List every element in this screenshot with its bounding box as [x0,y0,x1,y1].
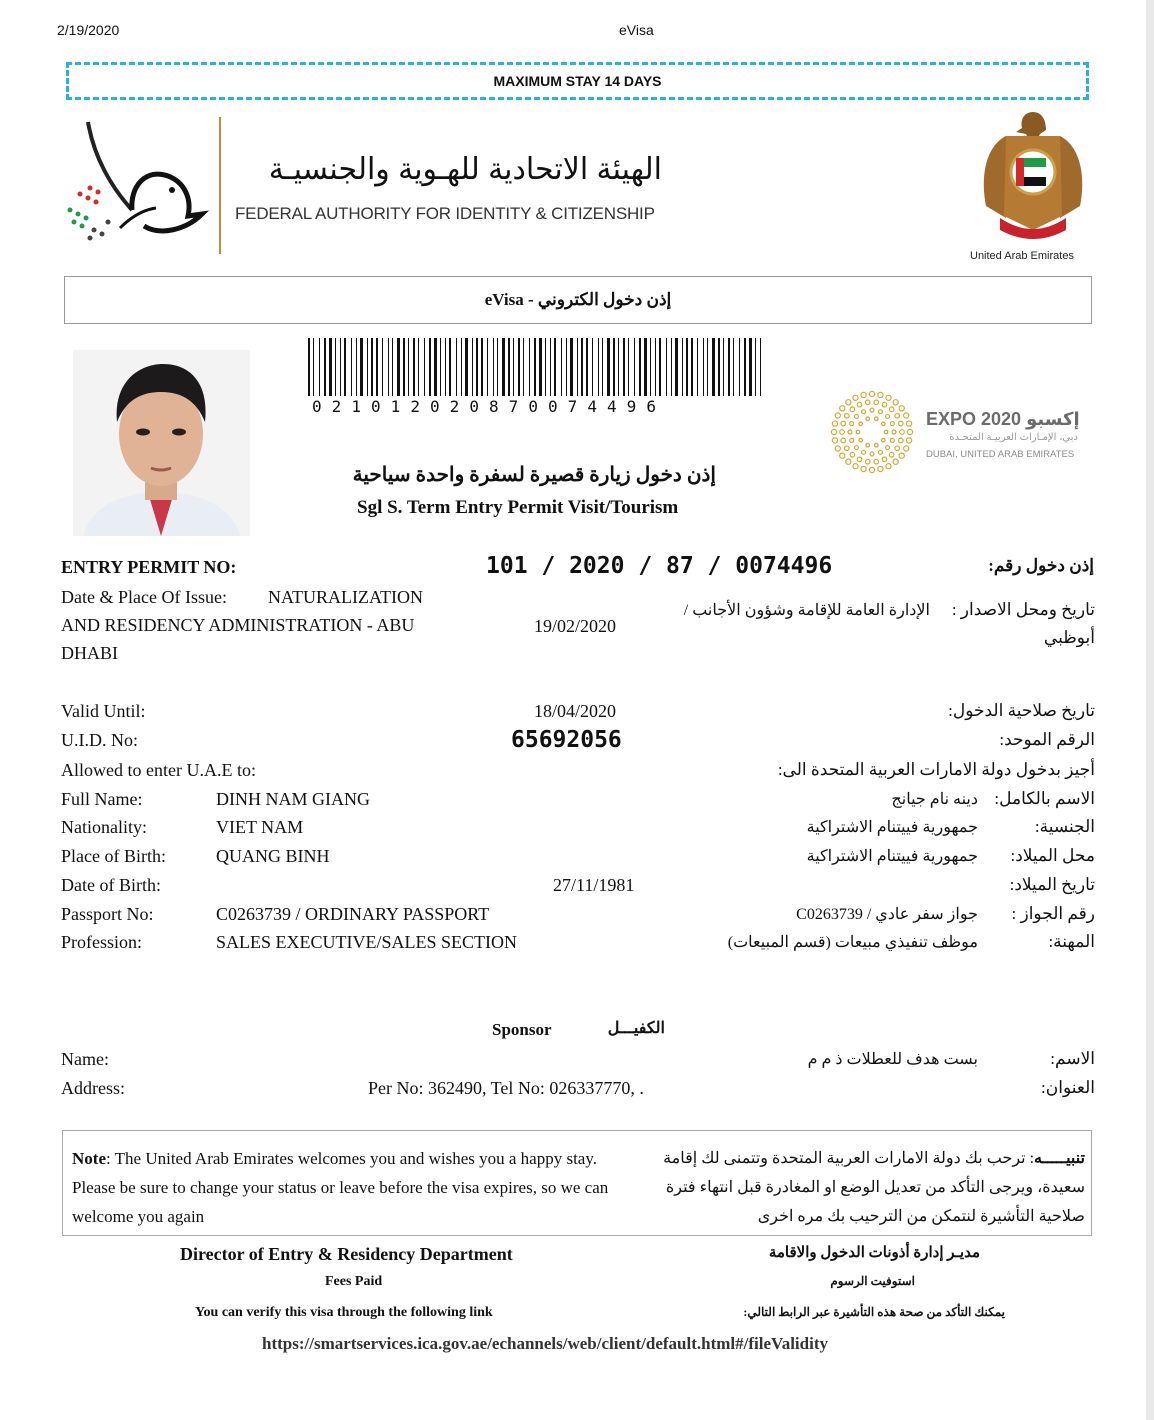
logo-divider [219,117,221,254]
authority-name-en: FEDERAL AUTHORITY FOR IDENTITY & CITIZENSHIP [235,204,655,223]
profession-value: SALES EXECUTIVE/SALES SECTION [216,932,517,952]
authority-name-ar: الهيئة الاتحادية للهـوية والجنسيـة [268,153,662,186]
issue-place-line2: AND RESIDENCY ADMINISTRATION - ABU [61,615,415,635]
place-of-birth-value: QUANG BINH [216,846,330,866]
director-title-ar: مديـر إدارة أذونات الدخول والاقامة [768,1245,980,1261]
date-of-birth-label: Date of Birth: [61,875,161,895]
sponsor-name-ar: بست هدف للعطلات ذ م م [807,1051,978,1068]
profession-label-ar: المهنة: [1048,932,1095,951]
max-stay-banner [66,62,1089,100]
nationality-value: VIET NAM [216,817,304,837]
max-stay-text: MAXIMUM STAY 14 DAYS [493,73,662,89]
note-label: Note [72,1149,106,1168]
sponsor-heading: Sponsor [492,1020,552,1039]
sponsor-name-label-ar: الاسم: [1050,1049,1095,1068]
full-name-value-ar: دينه نام جيانج [891,791,978,808]
issue-date: 19/02/2020 [534,616,617,636]
entry-permit-label: ENTRY PERMIT NO: [61,557,237,577]
expo-sub-ar: دبي، الإمـارات العربيـة المتحـدة [949,432,1078,443]
fees-paid-ar: استوفيت الرسوم [830,1274,915,1288]
uid-label: U.I.D. No: [61,730,138,750]
print-date: 2/19/2020 [57,22,120,38]
issue-label: Date & Place Of Issue: [61,587,227,607]
profession-value-ar: موظف تنفيذي مبيعات (قسم المبيعات) [727,934,978,951]
full-name-label: Full Name: [61,789,143,809]
valid-label: Valid Until: [61,701,146,721]
director-title: Director of Entry & Residency Department [180,1244,513,1264]
nationality-label: Nationality: [61,817,147,837]
issue-place-ar-line1: الإدارة العامة للإقامة وشؤون الأجانب / [683,602,930,619]
entry-permit-number: 101 / 2020 / 87 / 0074496 [486,553,833,579]
place-of-birth-label: Place of Birth: [61,846,166,866]
allowed-label-ar: أجيز بدخول دولة الامارات العربية المتحدة الى: [777,760,1095,779]
valid-label-ar: تاريخ صلاحية الدخول: [948,701,1095,720]
uid-label-ar: الرقم الموحد: [999,730,1095,749]
note-en [72,1144,612,1231]
uae-label: United Arab Emirates [970,250,1074,262]
barcode-number: 0 2 1 0 1 2 0 2 0 8 7 0 0 7 4 4 9 6 [312,397,657,416]
evisa-title: إذن دخول الكتروني - eVisa [484,290,672,309]
sponsor-address-label-ar: العنوان: [1041,1078,1095,1097]
passport-label: Passport No: [61,904,154,924]
issue-place-line3: DHABI [61,643,118,663]
profession-label: Profession: [61,932,142,952]
passport-value: C0263739 / ORDINARY PASSPORT [216,904,490,924]
issue-place-line1: NATURALIZATION [268,587,423,607]
note-text: : The United Arab Emirates welcomes you and wishes you a happy stay. Please be sure to change your status or leave before the visa expires, so we can welcome you again [72,1149,609,1226]
verify-link[interactable]: https://smartservices.ica.gov.ae/echannels/web/client/default.html#/fileValidity [262,1334,828,1353]
passport-value-ar: جواز سفر عادي / C0263739 [796,906,978,923]
page-edge [1146,0,1154,1420]
verify-text: You can verify this visa through the following link [195,1305,493,1320]
verify-text-ar: يمكنك التأكد من صحة هذه التأشيرة عبر الرابط التالي: [743,1305,1005,1319]
passport-label-ar: رقم الجواز : [1011,904,1095,923]
nationality-label-ar: الجنسية: [1034,817,1095,836]
full-name-value: DINH NAM GIANG [216,789,370,809]
sponsor-address-label: Address: [61,1078,125,1098]
nationality-value-ar: جمهورية فييتنام الاشتراكية [806,819,978,836]
place-of-birth-value-ar: جمهورية فييتنام الاشتراكية [806,848,978,865]
evisa-title-box [64,276,1092,324]
applicant-photo [73,350,250,536]
expo-title: EXPO 2020 إكسبو [926,409,1080,429]
issue-label-ar: تاريخ ومحل الاصدار : [951,600,1095,619]
issue-place-ar-line2: أبوظبي [1043,628,1095,647]
date-of-birth-value: 27/11/1981 [553,875,635,895]
date-of-birth-label-ar: تاريخ الميلاد: [1009,875,1095,894]
expo-sub-en: DUBAI, UNITED ARAB EMIRATES [926,449,1075,460]
sponsor-heading-ar: الكفيـــل [607,1020,665,1037]
expo-logo-icon [826,389,918,475]
permit-type-en: Sgl S. Term Entry Permit Visit/Tourism [357,497,679,518]
valid-value: 18/04/2020 [534,701,617,721]
note-text-ar: : ترحب بك دولة الامارات العربية المتحدة وتتمنى لك إقامة سعيدة، ويرجى التأكد من تعديل الوضع او المغادرة قبل انتهاء فترة صلاحية التأشيرة لنتمكن من الترحيب بك مره اخرى [663,1150,1085,1225]
sponsor-name-label: Name: [61,1049,109,1069]
allowed-label: Allowed to enter U.A.E to: [61,760,256,780]
fees-paid: Fees Paid [325,1274,383,1289]
falcon-logo-icon [60,118,210,253]
print-title: eVisa [619,22,654,38]
uae-emblem-icon [976,106,1090,248]
place-of-birth-label-ar: محل الميلاد: [1010,846,1095,865]
note-ar [630,1144,1085,1231]
note-label-ar: تنبيـــــه [1034,1150,1085,1167]
entry-permit-label-ar: إذن دخول رقم: [988,556,1094,575]
permit-type-ar: إذن دخول زيارة قصيرة لسفرة واحدة سياحية [352,464,716,486]
barcode [306,338,766,396]
sponsor-address-value: Per No: 362490, Tel No: 026337770, . [368,1078,644,1098]
uid-value: 65692056 [511,727,622,753]
full-name-label-ar: الاسم بالكامل: [994,789,1095,808]
